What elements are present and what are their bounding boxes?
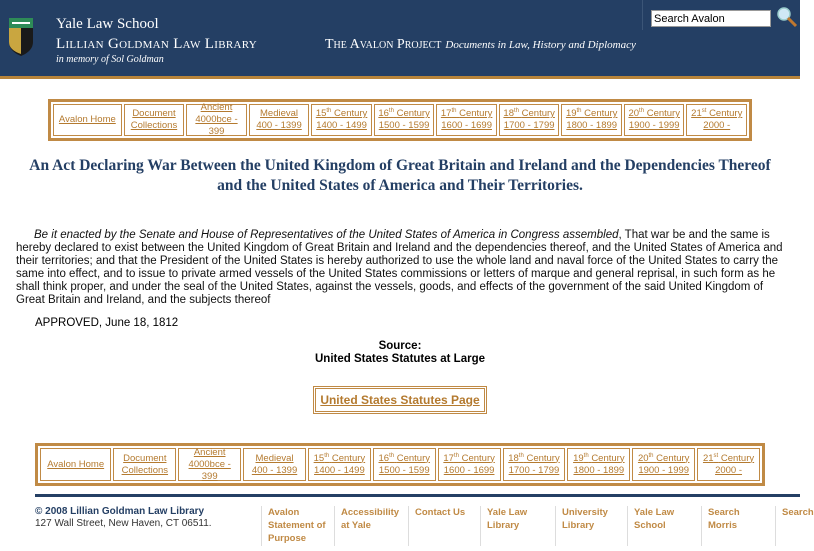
nav-link-2[interactable] (186, 104, 247, 136)
nav-link-label: Avalon Home (47, 458, 105, 470)
nav-link-label: Document (123, 452, 167, 464)
nav-link-label: Ancient (200, 102, 233, 113)
nav-link-range: 2000 - (715, 464, 743, 476)
nav-link-label: Medieval (255, 452, 294, 464)
nav-link-6[interactable] (438, 448, 501, 481)
nav-link-label2: 4000bce - 399 (195, 114, 238, 137)
nav-link-century: 19th Century (573, 452, 625, 464)
nav-link-5[interactable] (374, 104, 435, 136)
divider (642, 0, 643, 30)
nav-link-9[interactable] (632, 448, 695, 481)
nav-link-century: 20th Century (628, 107, 680, 119)
nav-link-10[interactable] (697, 448, 760, 481)
search-icon[interactable] (776, 6, 798, 28)
nav-link-1[interactable] (113, 448, 176, 481)
nav-link-range: 1500 - 1599 (378, 120, 430, 131)
nav-link-7[interactable] (503, 448, 566, 481)
enacting-clause: Be it enacted by the Senate and House of Representatives of the United States of America in Congress assembled (34, 229, 619, 241)
school-name[interactable]: Yale Law School (56, 16, 159, 32)
footer-link-2[interactable]: Contact Us (408, 506, 478, 546)
nav-link-century: 15th Century (313, 452, 366, 464)
footer-link-1[interactable]: Accessibility at Yale (334, 506, 404, 546)
footer-link-5[interactable]: Yale Law School (627, 506, 697, 546)
nav-link-century: 21st Century (702, 452, 755, 464)
memory-text: in memory of Sol Goldman (56, 54, 164, 65)
nav-link-range: 1700 - 1799 (508, 464, 560, 476)
nav-link-range: 1800 - 1899 (573, 464, 625, 476)
nav-link-label2: 400 - 1399 (256, 120, 302, 131)
nav-link-range: 1900 - 1999 (638, 464, 690, 476)
nav-link-5[interactable] (373, 448, 436, 481)
nav-link-century: 15th Century (315, 107, 368, 119)
nav-link-3[interactable] (243, 448, 306, 481)
nav-link-century: 16th Century (378, 452, 430, 464)
nav-link-range: 2000 - (703, 120, 731, 131)
nav-link-range: 1400 - 1499 (316, 120, 367, 131)
source-label: Source: (378, 340, 422, 352)
nav-link-6[interactable] (436, 104, 497, 136)
nav-link-century: 20th Century (637, 452, 690, 464)
search-input[interactable] (651, 10, 771, 27)
nav-link-century: 21st Century (691, 107, 743, 119)
footer-link-0[interactable]: Avalon Statement of Purpose (261, 506, 331, 546)
act-text (16, 229, 786, 307)
nav-link-label2: Collections (121, 464, 169, 476)
copyright: © 2008 Lillian Goldman Law Library (35, 506, 205, 517)
footer-copyright (35, 506, 212, 530)
century-nav-top (48, 99, 752, 141)
site-header (0, 0, 800, 79)
footer-link-3[interactable]: Yale Law Library (480, 506, 550, 546)
project-title[interactable] (325, 37, 636, 53)
century-nav-bottom (35, 443, 765, 486)
nav-link-century: 19th Century (565, 107, 618, 119)
nav-link-label: Document (132, 108, 176, 119)
nav-link-century: 18th Century (503, 107, 555, 119)
nav-link-label2: 4000bce - 399 (188, 458, 231, 482)
nav-link-4[interactable] (311, 104, 372, 136)
nav-link-1[interactable] (124, 104, 185, 136)
nav-link-range: 1900 - 1999 (628, 120, 680, 131)
source (0, 340, 800, 366)
nav-link-2[interactable] (178, 448, 241, 481)
footer-link-7[interactable]: Search (775, 506, 805, 546)
nav-link-0[interactable] (40, 448, 111, 481)
nav-link-label: Ancient (193, 446, 226, 458)
library-name[interactable]: Lillian Goldman Law Library (56, 36, 257, 52)
statutes-page-link[interactable]: United States Statutes Page (313, 386, 487, 414)
address: 127 Wall Street, New Haven, CT 06511. (35, 518, 212, 529)
nav-link-range: 1800 - 1899 (566, 120, 618, 131)
approved-date: APPROVED, June 18, 1812 (35, 317, 179, 329)
nav-link-century: 16th Century (378, 107, 430, 119)
page-title: An Act Declaring War Between the United Kingdom of Great Britain and Ireland and the Dependencies Thereof and the United States of America and Their Territories. (29, 157, 771, 194)
nav-link-4[interactable] (308, 448, 371, 481)
source-value: United States Statutes at Large (315, 353, 485, 365)
nav-link-range: 1600 - 1699 (443, 464, 495, 476)
nav-link-9[interactable] (624, 104, 685, 136)
footer-link-6[interactable]: Search Morris (701, 506, 771, 546)
nav-link-label2: Collections (130, 120, 178, 131)
nav-link-range: 1500 - 1599 (378, 464, 430, 476)
nav-link-3[interactable] (249, 104, 310, 136)
nav-link-label: Avalon Home (58, 114, 116, 125)
act-body: , That war be and the same is hereby declared to exist between the United Kingdom of Great Britain and Ireland and the dependencies thereof, and the United States of America and their territories; and that the President of the United States is hereby authorized to use the whole land and naval force of the United States to carry the same into effect, and to issue to private armed vessels of the United States commissions or letters of marque and general reprisal, in such form as he shall think proper, and under the seal of the United States, against the vessels, goods, and effects of the government of the said United Kingdom of Great Britain and Ireland, and the subjects thereof (16, 229, 783, 306)
nav-link-label: Medieval (260, 108, 299, 119)
nav-link-7[interactable] (499, 104, 560, 136)
nav-link-range: 1400 - 1499 (314, 464, 365, 476)
nav-link-label2: 400 - 1399 (251, 464, 298, 476)
nav-link-8[interactable] (567, 448, 630, 481)
nav-link-0[interactable] (53, 104, 122, 136)
tagline: Documents in Law, History and Diplomacy (445, 39, 636, 51)
project-name: The Avalon Project (325, 37, 442, 52)
nav-link-range: 1700 - 1799 (503, 120, 555, 131)
nav-link-century: 17th Century (440, 107, 493, 119)
nav-link-10[interactable] (686, 104, 747, 136)
footer-link-4[interactable]: University Library (555, 506, 625, 546)
nav-link-range: 1600 - 1699 (441, 120, 492, 131)
nav-link-century: 17th Century (443, 452, 495, 464)
nav-link-8[interactable] (561, 104, 622, 136)
footer-divider (35, 494, 800, 497)
nav-link-century: 18th Century (508, 452, 560, 464)
yale-shield-logo (9, 18, 33, 56)
